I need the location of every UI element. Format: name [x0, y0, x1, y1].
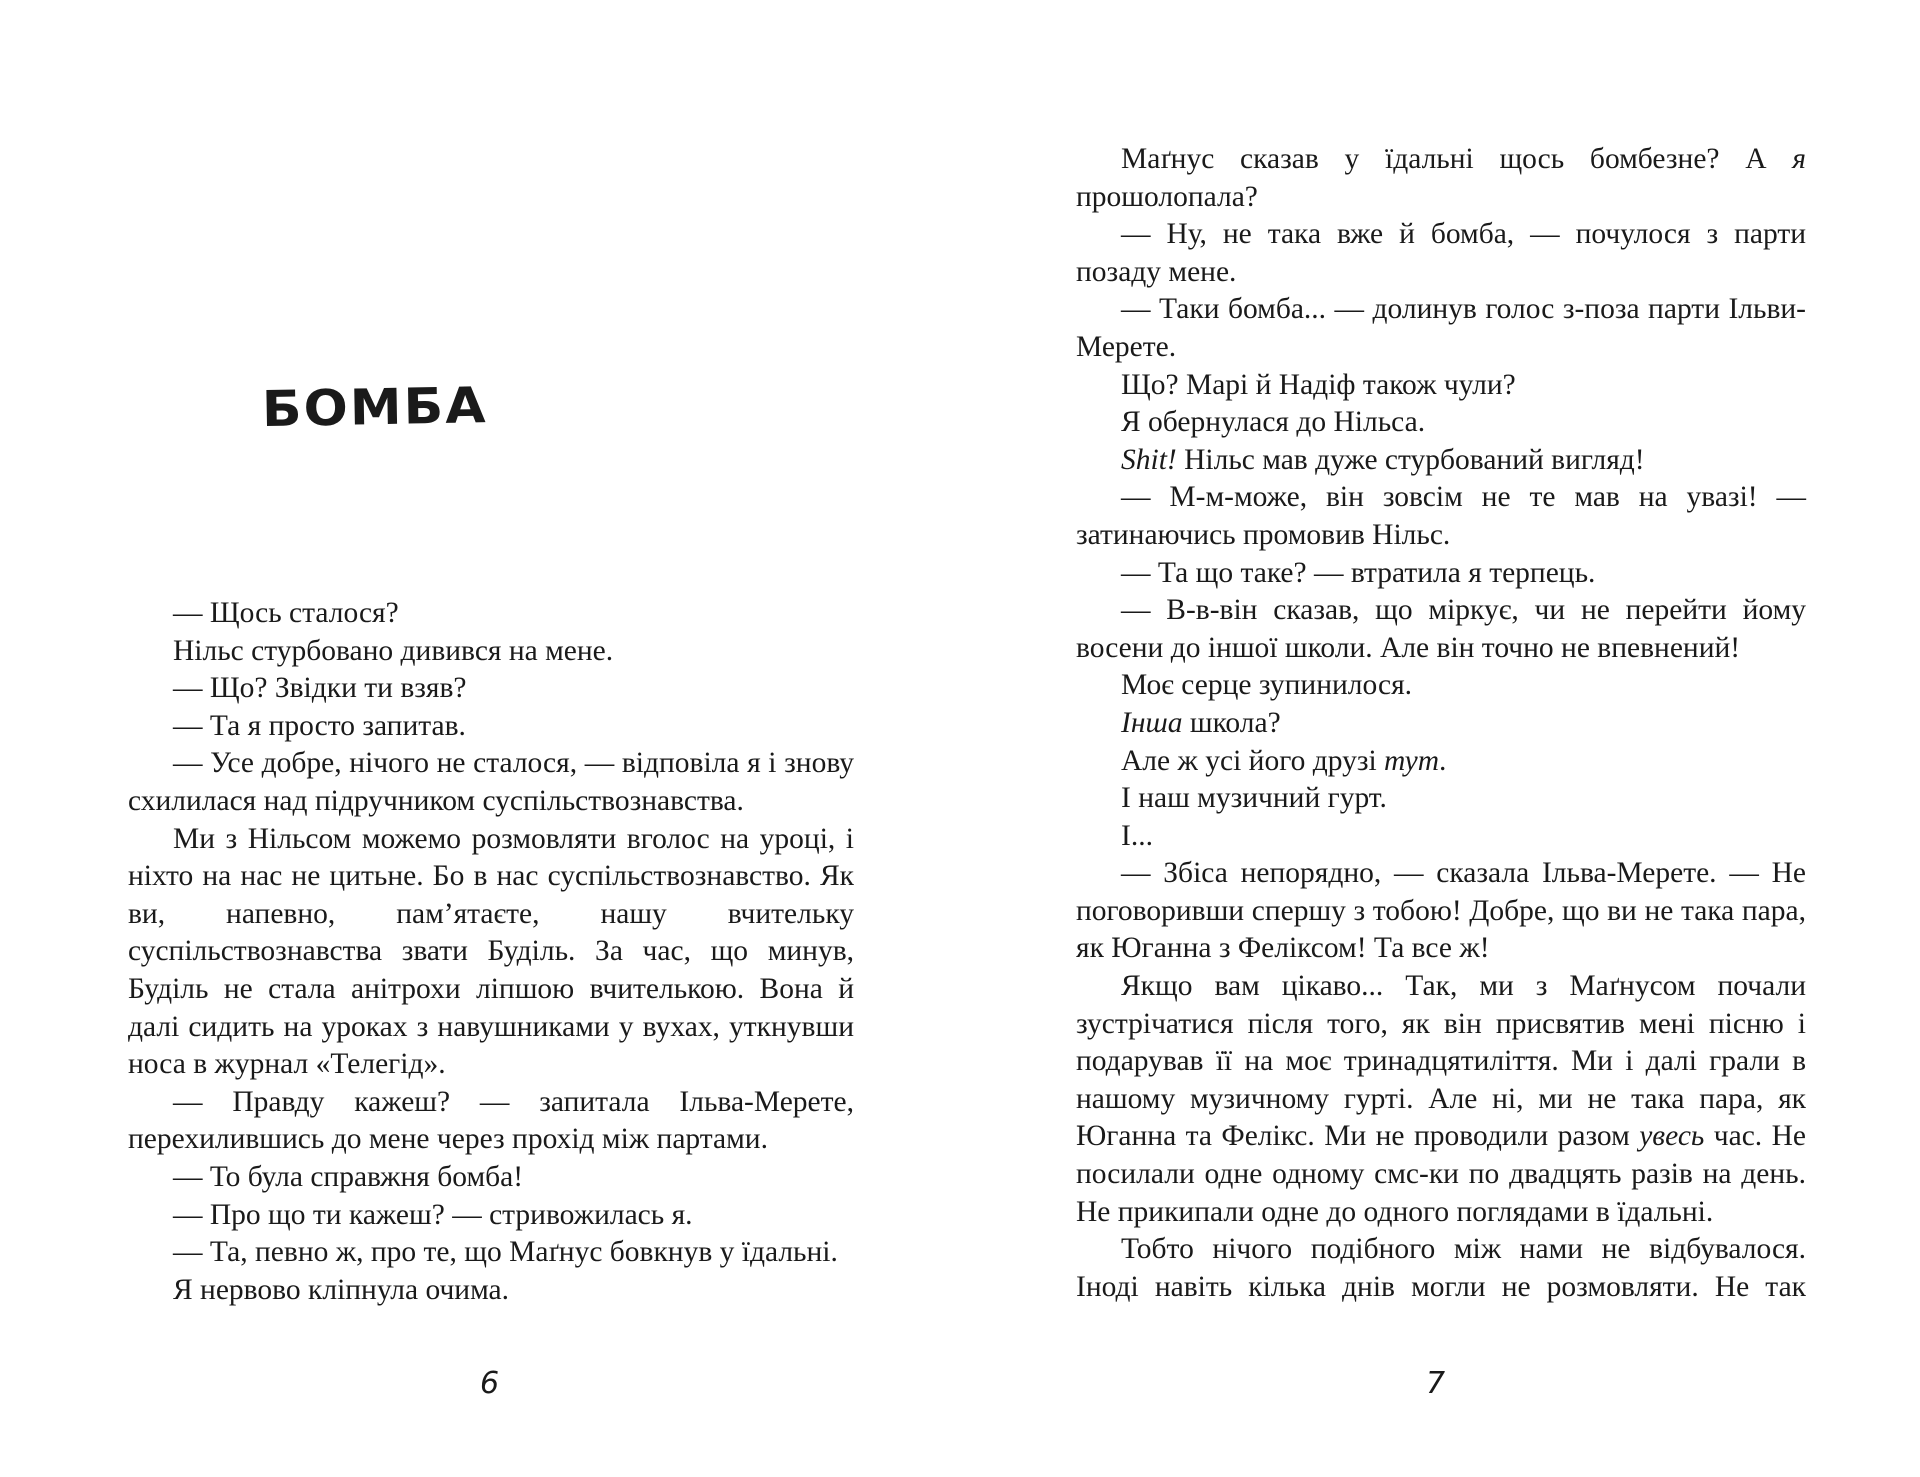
- text-run: — Таки бомба... — долинув голос з-поза парти Ільви-Мерете.: [1076, 293, 1806, 363]
- text-run: Тобто нічого подібного між нами не відбувалося. Іноді навіть кілька днів могли не розмовляти. Не так: [1076, 1233, 1806, 1303]
- text-run: .: [1439, 744, 1447, 777]
- italic-run: я: [1792, 143, 1806, 175]
- italic-run: увесь: [1639, 1120, 1705, 1153]
- text-run: Нільс мав дуже стурбований вигляд!: [1176, 443, 1645, 476]
- italic-run: Інша: [1121, 706, 1183, 739]
- paragraph: — Правду кажеш? — запитала Ільва-Мерете, перехилившись до мене через прохід між партами.: [128, 1085, 854, 1156]
- text-run: час. Не посилали одне одному смс-ки по двадцять разів на день. Не прикипали одне до одного поглядами в їдальні.: [1076, 1120, 1806, 1228]
- italic-run: тут: [1384, 744, 1440, 777]
- paragraph: [1076, 404, 1806, 442]
- text-run: Але ж усі його друзі: [1121, 744, 1385, 777]
- right-page-text: [1076, 141, 1806, 1306]
- paragraph: [1076, 780, 1806, 818]
- paragraph: Нільс стурбовано дивився на мене.: [173, 634, 614, 667]
- text-run: Маґнус сказав у їдальні щось бомбезне? А: [1121, 143, 1793, 175]
- paragraph: [1076, 592, 1806, 667]
- paragraph: [1076, 667, 1806, 705]
- paragraph: [1076, 367, 1806, 405]
- text-run: — Та що таке? — втратила я терпець.: [1121, 556, 1596, 589]
- paragraph: [1076, 705, 1806, 743]
- left-page-text: [128, 595, 854, 1309]
- page-number: 6: [480, 1366, 500, 1401]
- chapter-title: БОМБА: [261, 377, 488, 439]
- paragraph: [1076, 479, 1806, 554]
- paragraph: [1076, 1231, 1806, 1306]
- text-run: — М-м-може, він зовсім не те мав на увазі! — затинаючись промовив Нільс.: [1076, 481, 1806, 551]
- text-run: Я обернулася до Нільса.: [1121, 406, 1426, 439]
- paragraph: Я нервово кліпнула очима.: [173, 1273, 510, 1306]
- text-run: Що? Марі й Надіф також чули?: [1121, 368, 1516, 401]
- paragraph: [1076, 855, 1806, 968]
- paragraph: [1076, 291, 1806, 366]
- paragraph: Ми з Нільсом можемо розмовляти вголос на уроці, і ніхто на нас не цитьне. Бо в нас суспільствознавство. Як ви, напевно, пам’ятаєте, нашу вчительку суспільствознавства звати Буділь. За час, що минув, Буділь не стала анітрохи ліпшою вчителькою. Вона й далі сидить на уроках з навушниками у вухах, уткнувши носа в журнал «Телегід».: [128, 822, 854, 1081]
- italic-run: Shit!: [1121, 443, 1177, 476]
- paragraph: [1076, 818, 1806, 856]
- text-run: школа?: [1182, 706, 1281, 739]
- paragraph: [1076, 743, 1806, 781]
- paragraph: — Що? Звідки ти взяв?: [173, 672, 467, 705]
- paragraph: — Та, певно ж, про те, що Маґнус бовкнув у їдальні.: [173, 1236, 838, 1269]
- text-run: — В-в-він сказав, що міркує, чи не перейти йому восени до іншої школи. Але він точно не впевнений!: [1076, 594, 1806, 664]
- paragraph: — Усе добре, нічого не сталося, — відповіла я і знову схилилася над підручником суспільствознавства.: [128, 747, 854, 817]
- text-run: — Збіса непорядно, — сказала Ільва-Мерете. — Не поговоривши спершу з тобою! Добре, що ви не така пара, як Юганна з Феліксом! Та все ж!: [1076, 857, 1806, 965]
- paragraph: — Та я просто запитав.: [173, 709, 466, 742]
- paragraph: — Щось сталося?: [173, 597, 399, 629]
- text-run: прошолопала?: [1076, 180, 1258, 213]
- paragraph: — То була справжня бомба!: [173, 1160, 524, 1193]
- paragraph: [1076, 141, 1806, 216]
- page-number: 7: [1426, 1366, 1446, 1401]
- text-run: Якщо вам цікаво... Так, ми з Маґнусом почали зустрічатися після того, як він присвятив мені пісню і подарував її на моє тринадцятиліття. Ми і далі грали в нашому музичному гурті. Але ні, ми не така пара, як Юганна та Фелікс. Ми не проводили разом: [1076, 970, 1806, 1153]
- text-run: Моє серце зупинилося.: [1121, 669, 1413, 702]
- text-run: — Ну, не така вже й бомба, — почулося з парти позаду мене.: [1076, 218, 1806, 288]
- paragraph: [1076, 555, 1806, 593]
- paragraph: [1076, 442, 1806, 480]
- paragraph: [1076, 968, 1806, 1231]
- text-run: І...: [1121, 819, 1153, 852]
- text-run: І наш музичний гурт.: [1121, 782, 1387, 815]
- right-page: [960, 0, 1920, 1477]
- paragraph: [1076, 216, 1806, 291]
- paragraph: — Про що ти кажеш? — стривожилась я.: [173, 1198, 693, 1231]
